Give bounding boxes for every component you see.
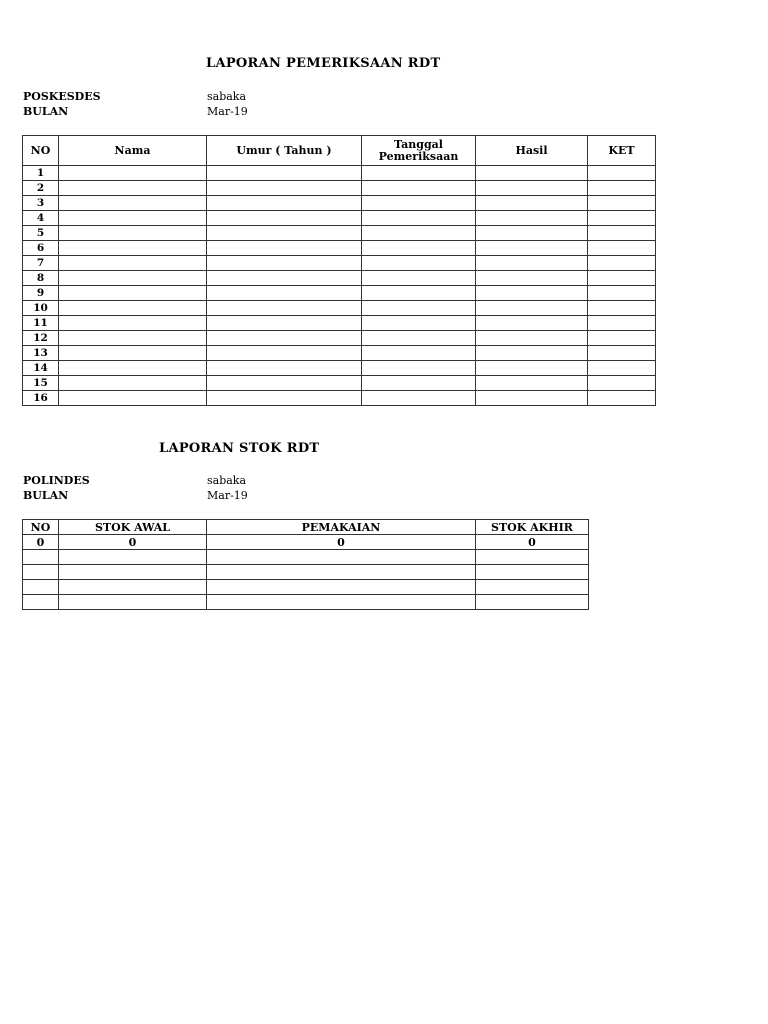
- row-umur-cell: [207, 301, 362, 316]
- row-hasil-cell: [476, 211, 588, 226]
- row-hasil-cell: [476, 196, 588, 211]
- examination-table: [22, 135, 656, 406]
- table-row: [23, 361, 656, 376]
- row-hasil-cell: [476, 226, 588, 241]
- row-nama-cell: [59, 271, 207, 286]
- header-hasil: Hasil: [476, 136, 588, 166]
- row-stok-akhir-cell: 0: [476, 535, 589, 550]
- row-tanggal-cell: [362, 181, 476, 196]
- table-row: [23, 286, 656, 301]
- row-nama-cell: [59, 361, 207, 376]
- row-tanggal-cell: [362, 286, 476, 301]
- row-tanggal-cell: [362, 331, 476, 346]
- row-umur-cell: [207, 196, 362, 211]
- table-row: [23, 595, 589, 610]
- row-ket-cell: [588, 226, 656, 241]
- row-tanggal-cell: [362, 211, 476, 226]
- row-ket-cell: [588, 181, 656, 196]
- row-nama-cell: [59, 331, 207, 346]
- row-hasil-cell: [476, 391, 588, 406]
- row-no-cell: 11: [23, 316, 59, 331]
- row-ket-cell: [588, 211, 656, 226]
- row-no-cell: 16: [23, 391, 59, 406]
- report2-meta: [23, 473, 423, 505]
- row-no-cell: 3: [23, 196, 59, 211]
- row-umur-cell: [207, 331, 362, 346]
- row-umur-cell: [207, 226, 362, 241]
- row-no-cell: 5: [23, 226, 59, 241]
- row-tanggal-cell: [362, 301, 476, 316]
- row-hasil-cell: [476, 376, 588, 391]
- row-nama-cell: [59, 166, 207, 181]
- report1-meta: [23, 89, 423, 121]
- row-umur-cell: [207, 166, 362, 181]
- row-tanggal-cell: [362, 391, 476, 406]
- row-nama-cell: [59, 211, 207, 226]
- row-ket-cell: [588, 166, 656, 181]
- row-ket-cell: [588, 301, 656, 316]
- table-row: [23, 301, 656, 316]
- row-pemakaian-cell: [207, 595, 476, 610]
- table-row: [23, 241, 656, 256]
- row-stok-akhir-cell: [476, 565, 589, 580]
- table-row: [23, 166, 656, 181]
- row-nama-cell: [59, 196, 207, 211]
- header-nama: Nama: [59, 136, 207, 166]
- meta-value-bulan: Mar-19: [207, 489, 248, 502]
- header-tanggal-pemeriksaan: Tanggal Pemeriksaan: [362, 136, 476, 166]
- row-pemakaian-cell: 0: [207, 535, 476, 550]
- table-row: [23, 196, 656, 211]
- row-no-cell: 1: [23, 166, 59, 181]
- table-row: [23, 346, 656, 361]
- header-pemakaian: PEMAKAIAN: [207, 520, 476, 535]
- row-hasil-cell: [476, 346, 588, 361]
- table-row: [23, 550, 589, 565]
- row-umur-cell: [207, 346, 362, 361]
- row-umur-cell: [207, 181, 362, 196]
- row-hasil-cell: [476, 241, 588, 256]
- row-umur-cell: [207, 361, 362, 376]
- row-stok-akhir-cell: [476, 580, 589, 595]
- row-ket-cell: [588, 196, 656, 211]
- row-stok-akhir-cell: [476, 595, 589, 610]
- header-umur: Umur ( Tahun ): [207, 136, 362, 166]
- row-tanggal-cell: [362, 361, 476, 376]
- table-row: [23, 391, 656, 406]
- row-hasil-cell: [476, 256, 588, 271]
- row-no-cell: 13: [23, 346, 59, 361]
- header-no: NO: [23, 520, 59, 535]
- meta-value-poskesdes: sabaka: [207, 90, 247, 103]
- row-hasil-cell: [476, 361, 588, 376]
- row-stok-awal-cell: [59, 565, 207, 580]
- row-pemakaian-cell: [207, 580, 476, 595]
- row-umur-cell: [207, 211, 362, 226]
- row-no-cell: [23, 595, 59, 610]
- row-stok-awal-cell: [59, 550, 207, 565]
- table-row: [23, 271, 656, 286]
- header-ket: KET: [588, 136, 656, 166]
- row-umur-cell: [207, 376, 362, 391]
- row-umur-cell: [207, 271, 362, 286]
- row-no-cell: 7: [23, 256, 59, 271]
- row-ket-cell: [588, 391, 656, 406]
- row-umur-cell: [207, 316, 362, 331]
- table-row: [23, 316, 656, 331]
- row-umur-cell: [207, 286, 362, 301]
- row-ket-cell: [588, 271, 656, 286]
- row-no-cell: 0: [23, 535, 59, 550]
- table-row: [23, 226, 656, 241]
- row-nama-cell: [59, 376, 207, 391]
- row-no-cell: 6: [23, 241, 59, 256]
- table-row: [23, 181, 656, 196]
- row-umur-cell: [207, 391, 362, 406]
- row-no-cell: 2: [23, 181, 59, 196]
- row-tanggal-cell: [362, 376, 476, 391]
- row-ket-cell: [588, 241, 656, 256]
- row-nama-cell: [59, 181, 207, 196]
- row-ket-cell: [588, 361, 656, 376]
- table-row: [23, 211, 656, 226]
- row-hasil-cell: [476, 166, 588, 181]
- row-ket-cell: [588, 376, 656, 391]
- row-pemakaian-cell: [207, 565, 476, 580]
- row-stok-awal-cell: 0: [59, 535, 207, 550]
- table-row: [23, 565, 589, 580]
- row-nama-cell: [59, 346, 207, 361]
- row-nama-cell: [59, 256, 207, 271]
- row-nama-cell: [59, 316, 207, 331]
- row-tanggal-cell: [362, 166, 476, 181]
- row-tanggal-cell: [362, 256, 476, 271]
- row-stok-akhir-cell: [476, 550, 589, 565]
- meta-value-bulan: Mar-19: [207, 105, 248, 118]
- report1-title: LAPORAN PEMERIKSAAN RDT: [206, 56, 441, 71]
- row-no-cell: 4: [23, 211, 59, 226]
- table-row: [23, 535, 589, 550]
- row-nama-cell: [59, 391, 207, 406]
- row-no-cell: 8: [23, 271, 59, 286]
- row-ket-cell: [588, 346, 656, 361]
- row-no-cell: [23, 550, 59, 565]
- row-hasil-cell: [476, 316, 588, 331]
- row-no-cell: 15: [23, 376, 59, 391]
- header-stok-akhir: STOK AKHIR: [476, 520, 589, 535]
- row-ket-cell: [588, 286, 656, 301]
- stock-table: [22, 519, 589, 610]
- row-nama-cell: [59, 226, 207, 241]
- table-row: [23, 376, 656, 391]
- row-tanggal-cell: [362, 196, 476, 211]
- header-stok-awal: STOK AWAL: [59, 520, 207, 535]
- row-nama-cell: [59, 301, 207, 316]
- row-tanggal-cell: [362, 226, 476, 241]
- table-row: [23, 580, 589, 595]
- row-ket-cell: [588, 256, 656, 271]
- row-hasil-cell: [476, 286, 588, 301]
- row-hasil-cell: [476, 181, 588, 196]
- row-ket-cell: [588, 331, 656, 346]
- row-tanggal-cell: [362, 346, 476, 361]
- row-no-cell: [23, 565, 59, 580]
- row-nama-cell: [59, 286, 207, 301]
- row-no-cell: [23, 580, 59, 595]
- row-tanggal-cell: [362, 316, 476, 331]
- row-no-cell: 12: [23, 331, 59, 346]
- meta-label-bulan: BULAN: [23, 489, 69, 502]
- table-row: [23, 256, 656, 271]
- row-pemakaian-cell: [207, 550, 476, 565]
- meta-value-polindes: sabaka: [207, 474, 247, 487]
- meta-label-poskesdes: POSKESDES: [23, 90, 101, 103]
- row-ket-cell: [588, 316, 656, 331]
- row-no-cell: 9: [23, 286, 59, 301]
- meta-label-polindes: POLINDES: [23, 474, 90, 487]
- table-header-row: [23, 136, 656, 166]
- row-stok-awal-cell: [59, 595, 207, 610]
- table-row: [23, 331, 656, 346]
- row-umur-cell: [207, 256, 362, 271]
- row-hasil-cell: [476, 331, 588, 346]
- row-tanggal-cell: [362, 241, 476, 256]
- row-hasil-cell: [476, 271, 588, 286]
- row-nama-cell: [59, 241, 207, 256]
- report2-title: LAPORAN STOK RDT: [159, 441, 320, 456]
- meta-label-bulan: BULAN: [23, 105, 69, 118]
- table-header-row: [23, 520, 589, 535]
- row-tanggal-cell: [362, 271, 476, 286]
- row-stok-awal-cell: [59, 580, 207, 595]
- row-umur-cell: [207, 241, 362, 256]
- row-no-cell: 14: [23, 361, 59, 376]
- header-no: NO: [23, 136, 59, 166]
- row-no-cell: 10: [23, 301, 59, 316]
- row-hasil-cell: [476, 301, 588, 316]
